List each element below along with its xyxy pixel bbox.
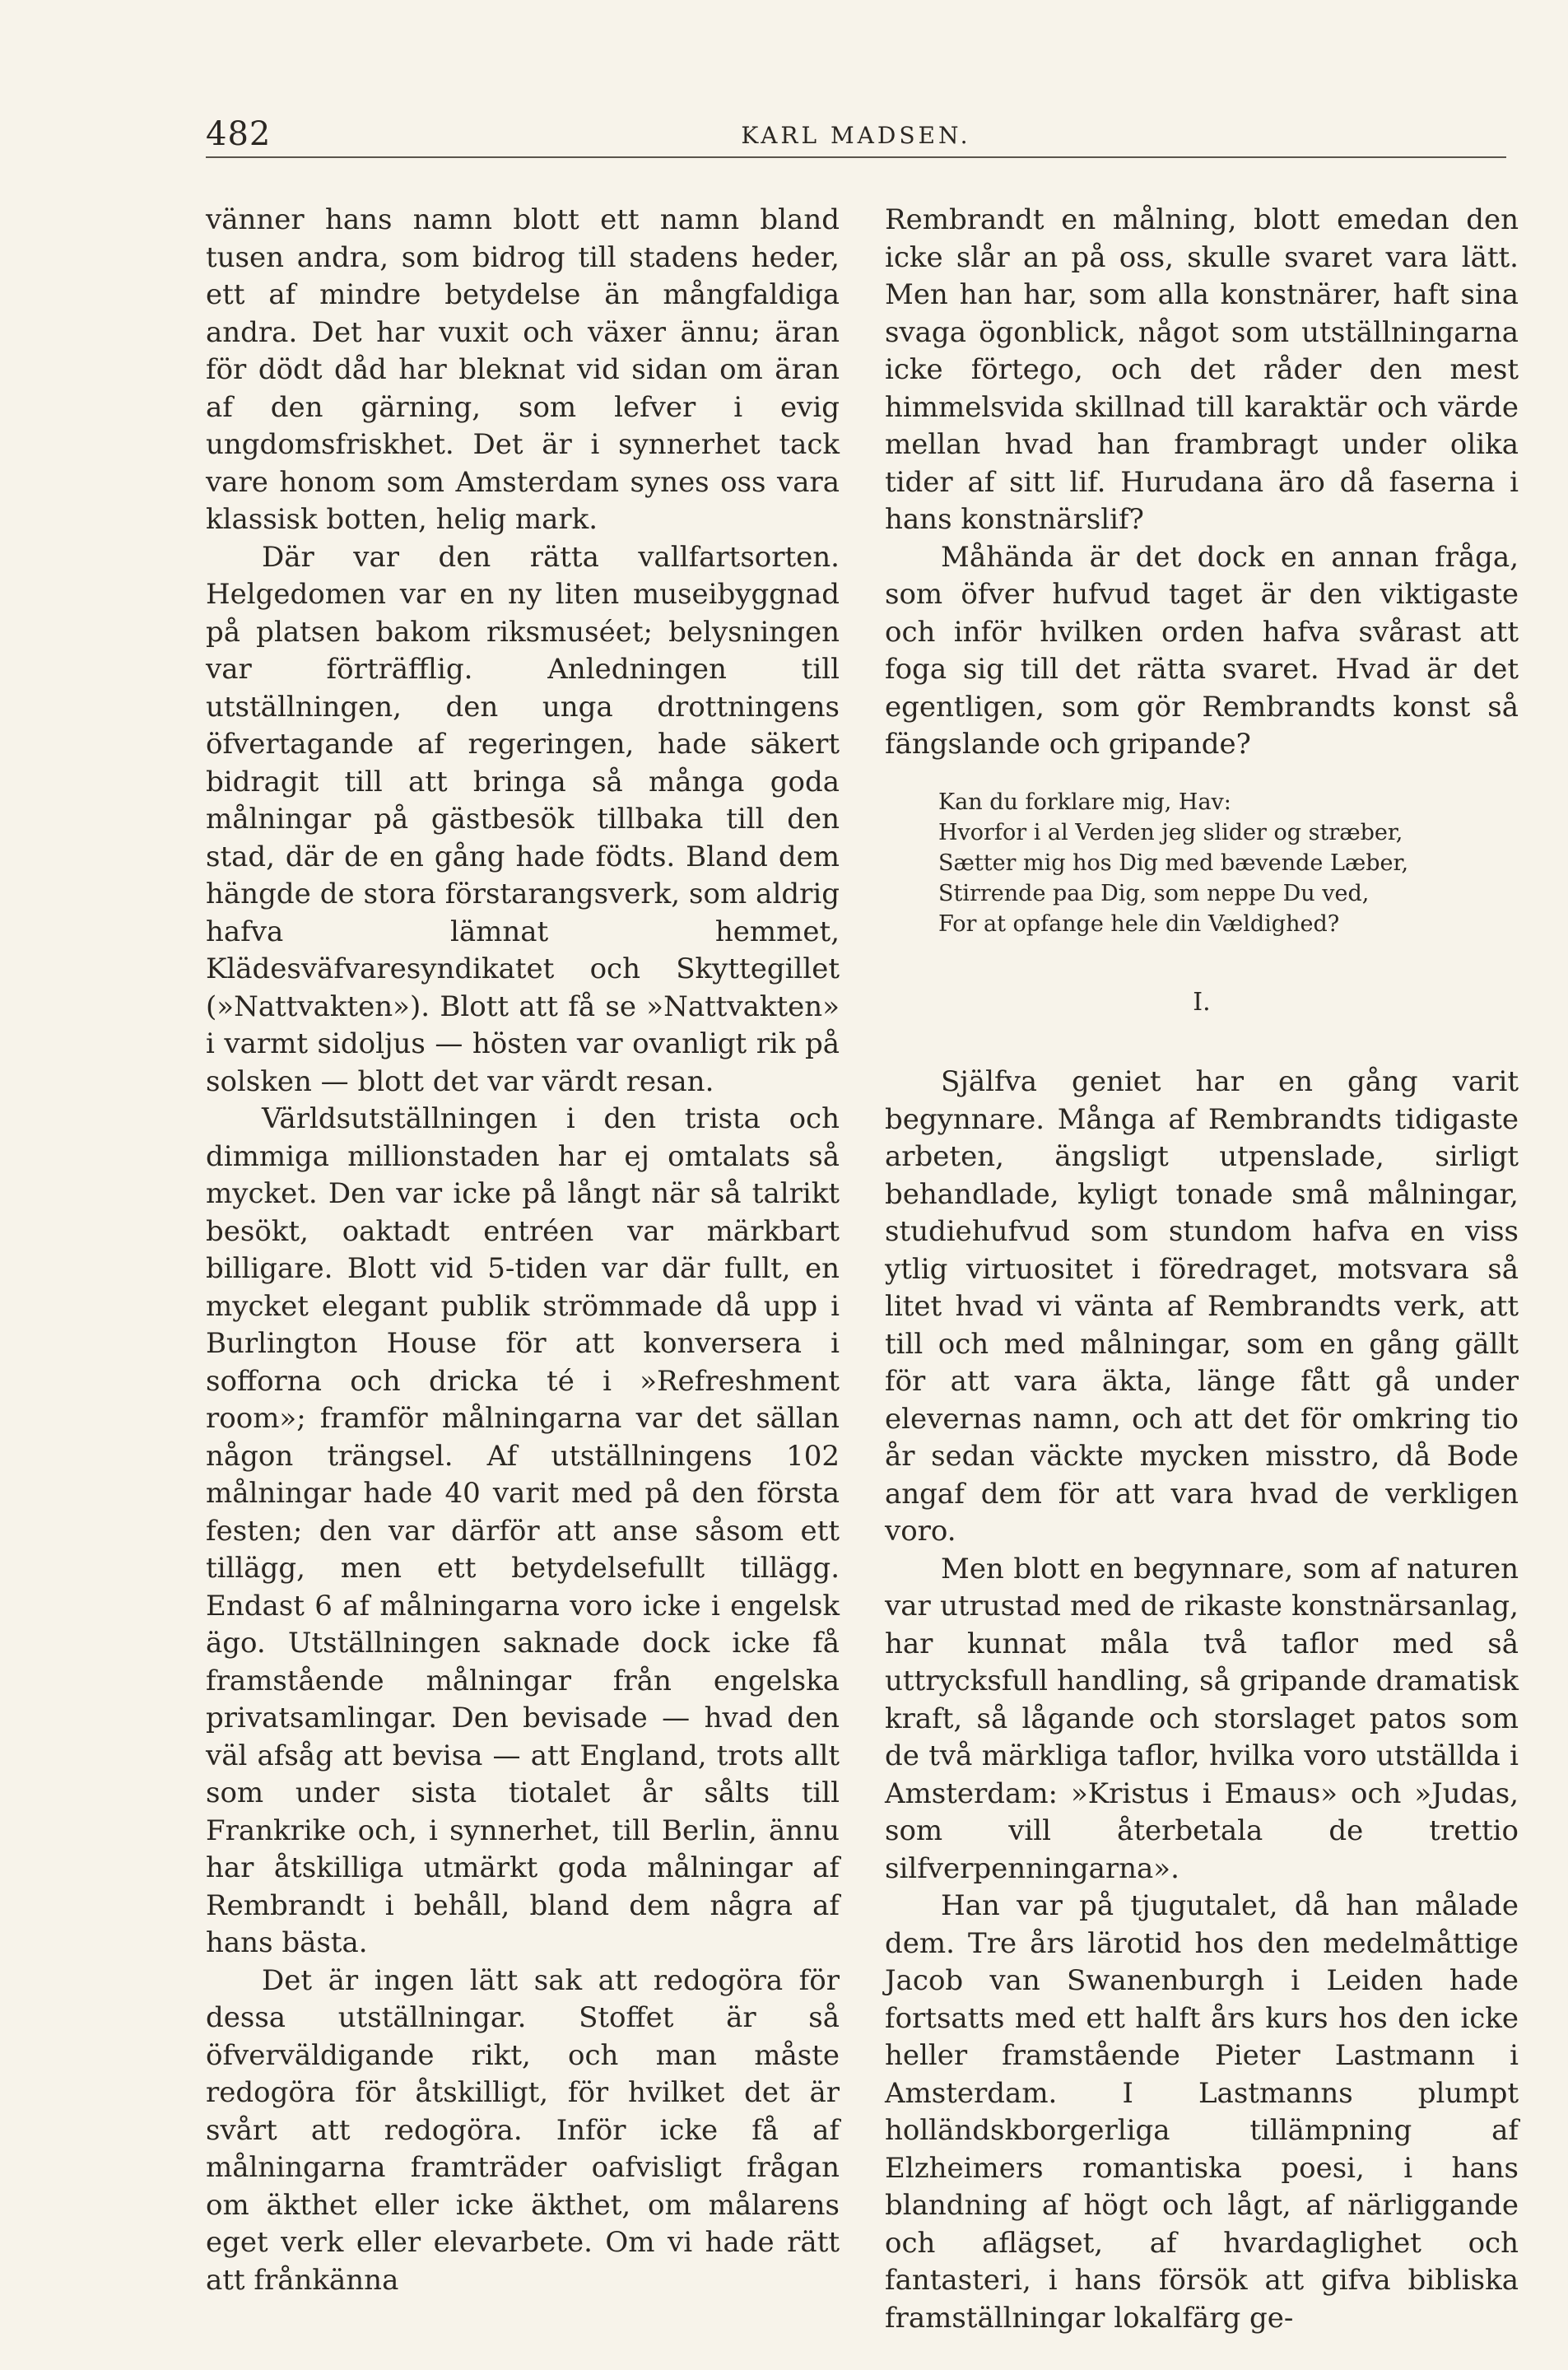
- right-column: [885, 202, 1519, 2337]
- section-number: I.: [1193, 987, 1211, 1017]
- paragraph: Där var den rätta vallfartsorten. Helgedomen var en ny liten museibyggnad på platsen bakom riksmuséet; belysningen var förträfflig. Anledningen till utställningen, den unga drottningens öfvertagande af regeringen, hade säkert bidragit till att bringa så många goda målningar på gästbesök tillbaka till den stad, där de en gång hade födts. Bland dem hängde de stora förstarangsverk, som aldrig hafva lämnat hemmet, Klädesväfvaresyndikatet och Skyttegillet (»Nattvakten»). Blott att få se »Nattvakten» i varmt sidoljus — hösten var ovanligt rik på solsken — blott det var värdt resan.: [206, 540, 840, 1098]
- header-rule: [206, 156, 1506, 158]
- paragraph: Han var på tjugutalet, då han målade dem. Tre års lärotid hos den medelmåttige Jacob van Swanenburgh i Leiden hade fortsatts med ett halft års kurs hos den icke heller framstående Pieter Lastmann i Amsterdam. I Lastmanns plumpt holländskborgerliga tillämpning af Elzheimers romantiska poesi, i hans blandning af högt och lågt, af närliggande och aflägset, af hvardaglighet och fantasteri, i hans försök att gifva bibliska framställningar lokalfärg ge-: [885, 1889, 1519, 2335]
- paragraph: Världsutställningen i den trista och dimmiga millionstaden har ej omtalats så mycket. Den var icke på långt när så talrikt besökt, oaktadt entréen var märkbart billigare. Blott vid 5-tiden var där fullt, en mycket elegant publik strömmade då upp i Burlington House för att konversera i sofforna och dricka té i »Refreshment room»; framför målningarna var det sällan någon trängsel. Af utställningens 102 målningar hade 40 varit med på den första festen; den var därför att anse såsom ett tillägg, men ett betydelsefullt tillägg. Endast 6 af målningarna voro icke i engelsk ägo. Utställningen saknade dock icke få framstående målningar från engelska privatsamlingar. Den bevisade — hvad den väl afsåg att bevisa — att England, trots allt som under sista tiotalet år sålts till Frankrike och, i synnerhet, till Berlin, ännu har åtskilliga utmärkt goda målningar af Rembrandt i behåll, bland dem några af hans bästa.: [206, 1102, 840, 1959]
- verse-quote: [938, 787, 1519, 939]
- verse-line: For at opfange hele din Vældighed?: [938, 910, 1340, 937]
- running-head: KARL MADSEN.: [741, 122, 971, 149]
- paragraph: Men blott en begynnare, som af naturen var utrustad med de rikaste konstnärsanlag, har kunnat måla två taflor med så uttrycksfull handling, så gripande dramatisk kraft, så lågande och storslaget patos som de två märkliga taflor, hvilka voro utställda i Amsterdam: »Kristus i Emaus» och »Judas, som vill återbetala de trettio silfverpenningarna».: [885, 1552, 1519, 1885]
- verse-line: Sætter mig hos Dig med bævende Læber,: [938, 850, 1409, 876]
- verse-line: Kan du forklare mig, Hav:: [938, 789, 1231, 815]
- paragraph: Rembrandt en målning, blott emedan den icke slår an på oss, skulle svaret vara lätt. Men han har, som alla konstnärer, haft sina svaga ögonblick, något som utställningarna icke förtego, och det råder den mest himmelsvida skillnad till karaktär och värde mellan hvad han frambragt under olika tider af sitt lif. Hurudana äro då faserna i hans konstnärslif?: [885, 203, 1519, 536]
- paragraph: Måhända är det dock en annan fråga, som öfver hufvud taget är den viktigaste och inför hvilken orden hafva svårast att foga sig till det rätta svaret. Hvad är det egentligen, som gör Rembrandts konst så fängslande och gripande?: [885, 540, 1519, 761]
- page-number: 482: [206, 115, 272, 153]
- paragraph: vänner hans namn blott ett namn bland tusen andra, som bidrog till stadens heder, ett af mindre betydelse än mångfaldiga andra. Det har vuxit och växer ännu; äran för dödt dåd har bleknat vid sidan om äran af den gärning, som lefver i evig ungdomsfriskhet. Det är i synnerhet tack vare honom som Amsterdam synes oss vara klassisk botten, helig mark.: [206, 203, 840, 536]
- paragraph: Själfva geniet har en gång varit begynnare. Många af Rembrandts tidigaste arbeten, ängsligt utpenslade, sirligt behandlade, kyligt tonade små målningar, studiehufvud som stundom hafva en viss ytlig virtuositet i föredraget, motsvara så litet hvad vi vänta af Rembrandts verk, att till och med målningar, som en gång gällt för att vara äkta, länge fått gå under elevernas namn, och att det för omkring tio år sedan väckte mycken misstro, då Bode angaf dem för att vara hvad de verkligen voro.: [885, 1065, 1519, 1548]
- verse-line: Stirrende paa Dig, som neppe Du ved,: [938, 880, 1370, 906]
- paragraph: Det är ingen lätt sak att redogöra för dessa utställningar. Stoffet är så öfverväldigande rikt, och man måste redogöra för åtskilligt, för hvilket det är svårt att redogöra. Inför icke få af målningarna framträder oafvisligt frågan om äkthet eller icke äkthet, om målarens eget verk eller elevarbete. Om vi hade rätt att frånkänna: [206, 1963, 840, 2297]
- left-column: [206, 202, 840, 2299]
- verse-line: Hvorfor i al Verden jeg slider og stræber,: [938, 819, 1403, 845]
